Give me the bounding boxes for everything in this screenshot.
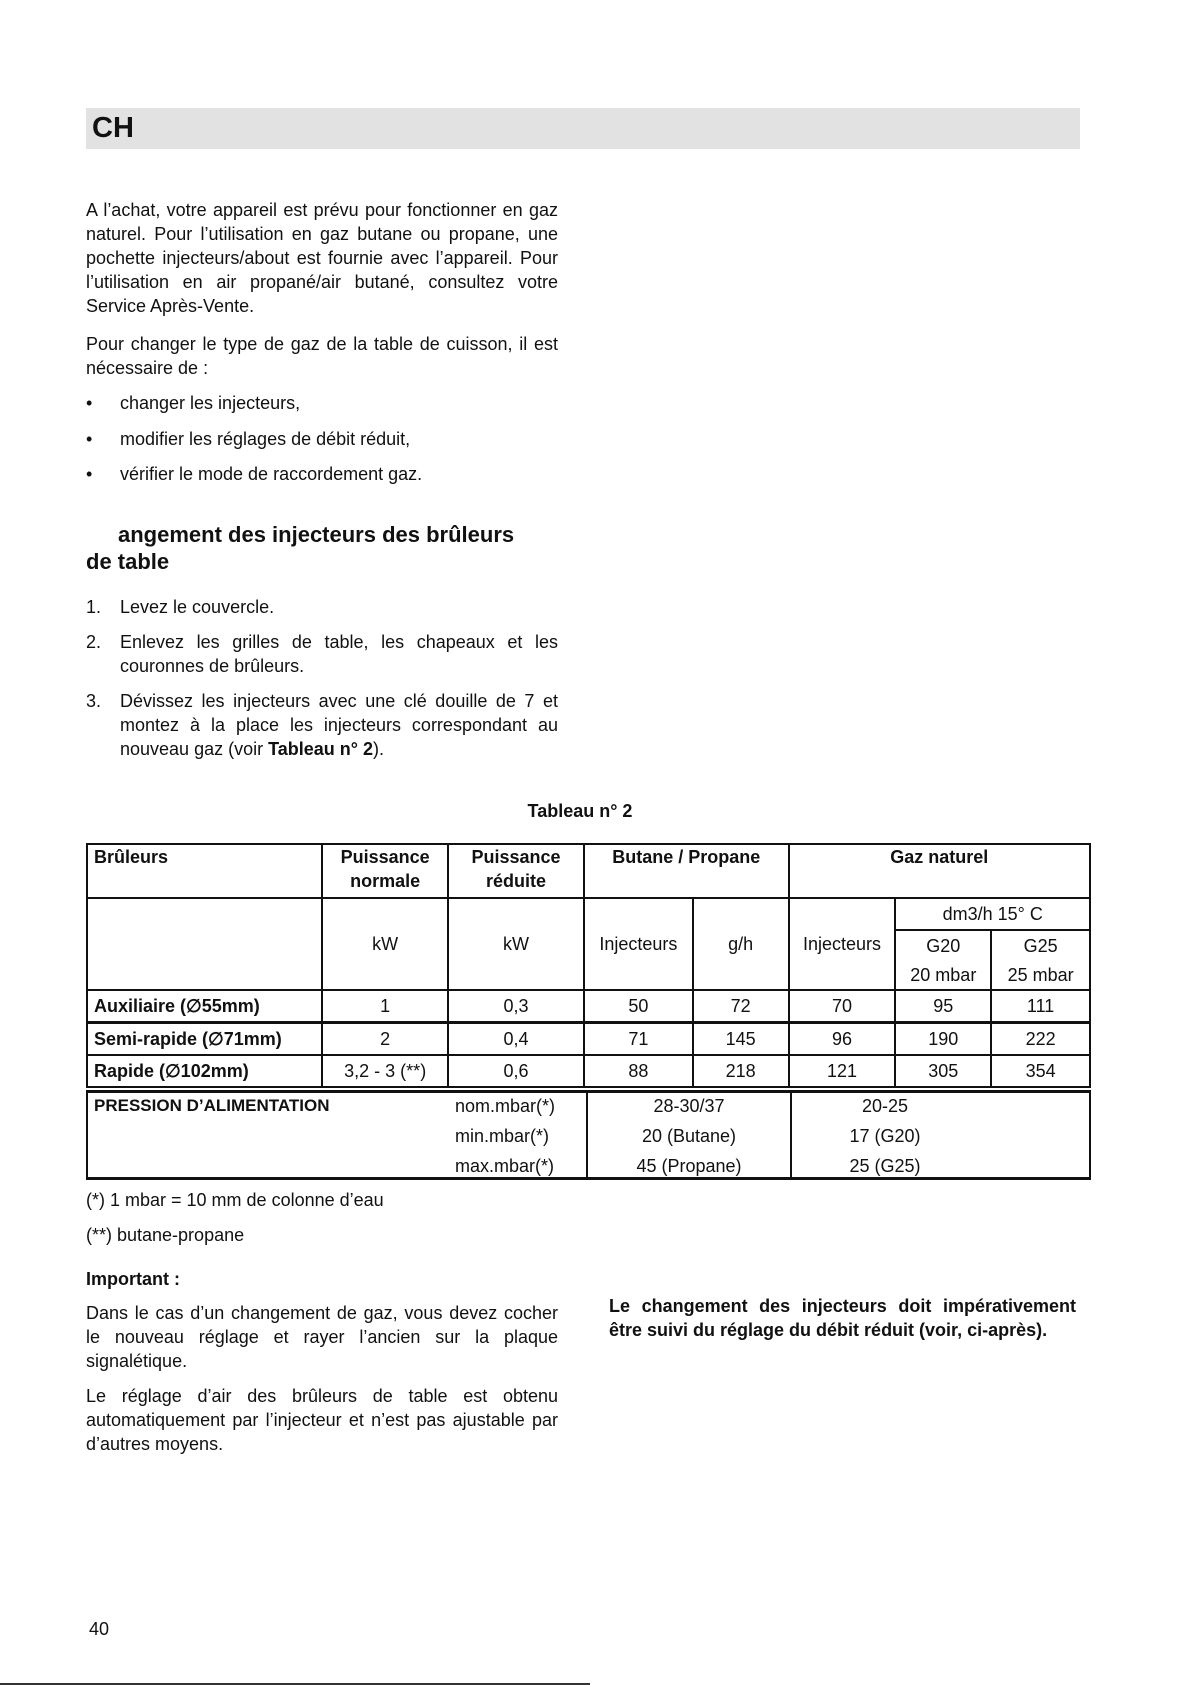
cell-g20: 95 [895, 990, 991, 1023]
units-empty-cell [87, 898, 322, 990]
unit-kw: kW [448, 898, 584, 990]
footnote: (*) 1 mbar = 10 mm de colonne d’eau [86, 1190, 384, 1210]
unit-dm3h: dm3/h 15° C [895, 898, 1090, 930]
table-title: Tableau n° 2 [527, 801, 633, 821]
unit-injecteurs: Injecteurs [584, 898, 693, 990]
injector-table [86, 843, 1091, 1088]
unit-kw: kW [322, 898, 448, 990]
table-reference: Tableau n° 2 [268, 739, 373, 759]
pression-gn: 25 (G25) [849, 1156, 921, 1176]
pression-bp: 45 (Propane) [636, 1156, 742, 1176]
pression-gn: 17 (G20) [849, 1126, 921, 1146]
cell-reduite: 0,6 [448, 1055, 584, 1087]
cell-bp-gh: 72 [693, 990, 789, 1023]
important-paragraph: Dans le cas d’un changement de gaz, vous devez cocher le nouveau réglage et rayer l’ancien sur la plaque signalétique. [86, 1303, 558, 1371]
intro-paragraph-2: Pour changer le type de gaz de la table de cuisson, il est nécessaire de : [86, 334, 558, 378]
intro-paragraph: A l’achat, votre appareil est prévu pour fonctionner en gaz naturel. Pour l’utilisation en gaz butane ou propane, une pochette injecteurs/about est fournie avec l’appareil. Pour l’utilisation en air propané/air butané, consultez votre Service Après-Vente. [86, 200, 558, 316]
step-number: 2. [86, 632, 102, 652]
cell-g20: 305 [895, 1055, 991, 1087]
pression-label: PRESSION D’ALIMENTATION [94, 1096, 330, 1115]
cell-bp-gh: 218 [693, 1055, 789, 1087]
step-text: Enlevez les grilles de table, les chapeaux et les couronnes de brûleurs. [120, 632, 558, 676]
important-label: Important : [86, 1269, 180, 1289]
cell-bp-inj: 71 [584, 1023, 693, 1056]
bullet-item: modifier les réglages de débit réduit, [120, 429, 411, 449]
cell-g25: 222 [991, 1023, 1090, 1056]
row-burner-name: Semi-rapide (∅71mm) [87, 1023, 322, 1056]
pression-kind: min.mbar(*) [455, 1126, 550, 1146]
step-text: Levez le couvercle. [120, 597, 275, 617]
unit-gh: g/h [693, 898, 789, 990]
step-text: Dévissez les injecteurs avec une clé douille de 7 et montez à la place les injecteurs correspondant au nouveau gaz (voir Tableau n° 2). [120, 691, 558, 759]
unit-g20: G20 [895, 930, 991, 961]
cell-bp-inj: 88 [584, 1055, 693, 1087]
cell-g20: 190 [895, 1023, 991, 1056]
section-header-bar [86, 108, 1080, 149]
cell-bp-gh: 145 [693, 1023, 789, 1056]
row-burner-name: Rapide (∅102mm) [87, 1055, 322, 1087]
header-puissance-normale: Puissance normale [322, 844, 448, 898]
cell-bp-inj: 50 [584, 990, 693, 1023]
section-heading: angement des injecteurs des brûleurs [118, 522, 515, 547]
cell-g25: 111 [991, 990, 1090, 1023]
cell-gn-inj: 70 [789, 990, 896, 1023]
cell-gn-inj: 96 [789, 1023, 896, 1056]
important-paragraph-2: Le réglage d’air des brûleurs de table est obtenu automatiquement par l’injecteur et n’est pas ajustable par d’autres moyens. [86, 1386, 558, 1454]
step-number: 3. [86, 691, 102, 711]
pression-kind: nom.mbar(*) [455, 1096, 556, 1116]
header-butane-propane: Butane / Propane [584, 844, 789, 898]
pression-block [86, 1090, 1091, 1180]
header-bruleurs: Brûleurs [87, 844, 322, 898]
bullet-marker: • [86, 393, 93, 413]
footnote: (**) butane-propane [86, 1225, 245, 1245]
cell-g25: 354 [991, 1055, 1090, 1087]
section-code: CH [92, 112, 134, 144]
header-puissance-reduite: Puissance réduite [448, 844, 584, 898]
cell-gn-inj: 121 [789, 1055, 896, 1087]
bullet-item: changer les injecteurs, [120, 393, 301, 413]
row-burner-name: Auxiliaire (∅55mm) [87, 990, 322, 1023]
cell-normale: 3,2 - 3 (**) [322, 1055, 448, 1087]
pression-bp: 20 (Butane) [641, 1126, 737, 1146]
bullet-item: vérifier le mode de raccordement gaz. [120, 464, 423, 484]
page-number: 40 [89, 1619, 110, 1639]
warning-note: Le changement des injecteurs doit impérativement être suivi du réglage du débit réduit (voir, ci-après). [609, 1296, 1076, 1340]
unit-g20-mbar: 20 mbar [895, 961, 991, 990]
step-number: 1. [86, 597, 102, 617]
unit-g25: G25 [991, 930, 1090, 961]
cell-reduite: 0,3 [448, 990, 584, 1023]
pression-kind: max.mbar(*) [455, 1156, 555, 1176]
bullet-marker: • [86, 464, 93, 484]
unit-g25-mbar: 25 mbar [991, 961, 1090, 990]
unit-injecteurs: Injecteurs [789, 898, 896, 990]
pression-bp: 28-30/37 [653, 1096, 725, 1116]
cell-normale: 1 [322, 990, 448, 1023]
section-heading-cont: de table [86, 549, 170, 574]
pression-gn: 20-25 [861, 1096, 909, 1116]
cell-reduite: 0,4 [448, 1023, 584, 1056]
header-gaz-naturel: Gaz naturel [789, 844, 1090, 898]
bullet-marker: • [86, 429, 93, 449]
cell-normale: 2 [322, 1023, 448, 1056]
